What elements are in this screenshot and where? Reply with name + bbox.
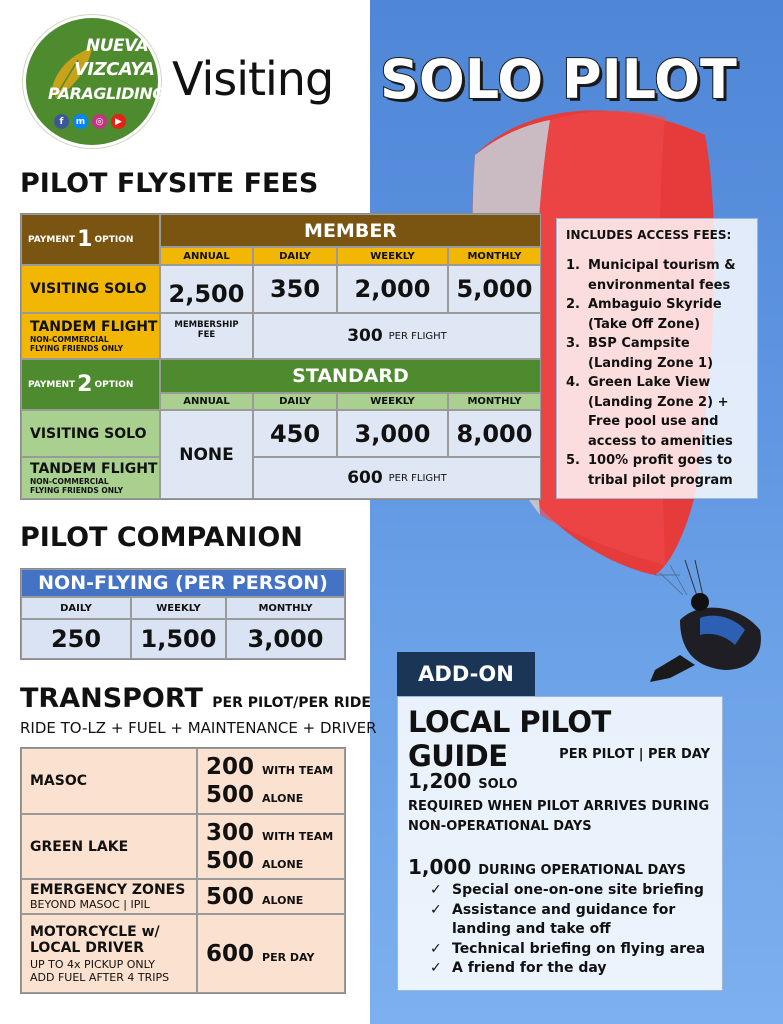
standard-solo-label: VISITING SOLO: [21, 410, 160, 457]
transport-motorcycle-prices: 600 PER DAY: [197, 914, 345, 993]
includes-access-fees-box: [556, 218, 758, 499]
addon-operational-price: 1,000 DURING OPERATIONAL DAYS: [408, 855, 686, 879]
transport-masoc-prices: 200 WITH TEAM 500 ALONE: [197, 748, 345, 814]
fees-heading: PILOT FLYSITE FEES: [20, 168, 319, 199]
membership-fee-note: MEMBERSHIP FEE: [160, 313, 253, 359]
list-item: ✓ Special one-on-one site briefing: [430, 881, 720, 901]
list-item: 3. BSP Campsite (Landing Zone 1): [566, 336, 714, 371]
col-weekly: WEEKLY: [337, 247, 448, 265]
companion-heading: PILOT COMPANION: [20, 522, 303, 553]
std-col-daily: DAILY: [253, 393, 337, 410]
companion-header: NON-FLYING (PER PERSON): [21, 569, 345, 597]
member-annual-value: 2,500: [160, 265, 253, 313]
member-header: MEMBER: [160, 214, 541, 247]
includes-title: INCLUDES ACCESS FEES:: [566, 228, 732, 242]
transport-row-green-lake: GREEN LAKE: [21, 814, 197, 879]
includes-list: [566, 256, 748, 490]
standard-annual-value: NONE: [160, 410, 253, 499]
standard-weekly-value: 3,000: [337, 410, 448, 457]
page-title: SOLO PILOT: [380, 48, 737, 111]
instagram-icon[interactable]: ◎: [92, 114, 107, 129]
transport-row-masoc: MASOC: [21, 748, 197, 814]
logo-line-3: PARAGLIDING: [48, 84, 165, 103]
transport-green-lake-prices: 300 WITH TEAM 500 ALONE: [197, 814, 345, 879]
check-icon: ✓: [430, 901, 442, 918]
standard-header: STANDARD: [160, 359, 541, 393]
check-icon: ✓: [430, 960, 442, 976]
list-item: 1. Municipal tourism & environmental fees: [566, 258, 736, 293]
member-tandem-label: TANDEM FLIGHT NON-COMMERCIAL FLYING FRIENDS ONLY: [21, 313, 160, 359]
list-item: ✓ Assistance and guidance for landing and take off: [430, 901, 720, 940]
transport-table: [20, 747, 346, 994]
standard-daily-value: 450: [253, 410, 337, 457]
member-monthly-value: 5,000: [448, 265, 541, 313]
member-weekly-value: 2,000: [337, 265, 448, 313]
std-col-weekly: WEEKLY: [337, 393, 448, 410]
facebook-icon[interactable]: f: [54, 114, 69, 129]
addon-solo-price: 1,200 SOLO: [408, 769, 518, 793]
payment-option-2: PAYMENT 2 OPTION: [21, 359, 160, 410]
addon-benefits-list: [430, 881, 720, 979]
col-annual: ANNUAL: [160, 247, 253, 265]
visiting-label: Visiting: [172, 52, 334, 106]
social-icons: [54, 114, 126, 129]
addon-per-label: PER PILOT | PER DAY: [559, 747, 710, 762]
logo-line-1: NUEVA: [86, 36, 149, 56]
transport-subtitle: RIDE TO-LZ + FUEL + MAINTENANCE + DRIVER: [20, 719, 377, 737]
payment-option-1: PAYMENT 1 OPTION: [21, 214, 160, 265]
messenger-icon[interactable]: m: [73, 114, 88, 129]
transport-emergency-prices: 500 ALONE: [197, 879, 345, 914]
pilot-harness-image: [640, 560, 770, 700]
nueva-vizcaya-paragliding-logo: [23, 15, 165, 148]
youtube-icon[interactable]: ▶: [111, 114, 126, 129]
col-daily: DAILY: [253, 247, 337, 265]
check-icon: ✓: [430, 882, 442, 898]
transport-row-emergency-zones: EMERGENCY ZONES BEYOND MASOC | IPIL: [21, 879, 197, 914]
comp-col-monthly: MONTHLY: [226, 597, 345, 619]
companion-table: [20, 568, 346, 660]
standard-monthly-value: 8,000: [448, 410, 541, 457]
transport-heading: TRANSPORT PER PILOT/PER RIDE: [20, 683, 371, 714]
member-tandem-price: 300 PER FLIGHT: [253, 313, 541, 359]
check-icon: ✓: [430, 940, 442, 957]
list-item: ✓ Technical briefing on flying area: [430, 940, 720, 960]
local-pilot-guide-box: [397, 696, 723, 991]
list-item: 4. Green Lake View (Landing Zone 2) + Free pool use and access to amenities: [566, 375, 733, 449]
addon-title: LOCAL PILOT GUIDE: [408, 705, 611, 773]
list-item: 5. 100% profit goes to tribal pilot program: [566, 453, 733, 488]
list-item: 2. Ambaguio Skyride (Take Off Zone): [566, 297, 722, 332]
transport-row-motorcycle: MOTORCYCLE w/ LOCAL DRIVER UP TO 4x PICKUP ONLY ADD FUEL AFTER 4 TRIPS: [21, 914, 197, 993]
col-monthly: MONTHLY: [448, 247, 541, 265]
fees-table: [20, 213, 541, 500]
companion-weekly-value: 1,500: [131, 619, 226, 659]
companion-monthly-value: 3,000: [226, 619, 345, 659]
logo-line-2: VIZCAYA: [74, 59, 155, 80]
addon-tab: ADD-ON: [397, 652, 535, 696]
standard-tandem-price: 600 PER FLIGHT: [253, 457, 541, 499]
standard-tandem-label: TANDEM FLIGHT NON-COMMERCIAL FLYING FRIENDS ONLY: [21, 457, 160, 499]
std-col-monthly: MONTHLY: [448, 393, 541, 410]
comp-col-daily: DAILY: [21, 597, 131, 619]
comp-col-weekly: WEEKLY: [131, 597, 226, 619]
std-col-annual: ANNUAL: [160, 393, 253, 410]
member-solo-label: VISITING SOLO: [21, 265, 160, 313]
companion-daily-value: 250: [21, 619, 131, 659]
addon-required-note: REQUIRED WHEN PILOT ARRIVES DURING NON-OPERATIONAL DAYS: [408, 799, 710, 834]
list-item: ✓ A friend for the day: [430, 959, 720, 979]
member-daily-value: 350: [253, 265, 337, 313]
